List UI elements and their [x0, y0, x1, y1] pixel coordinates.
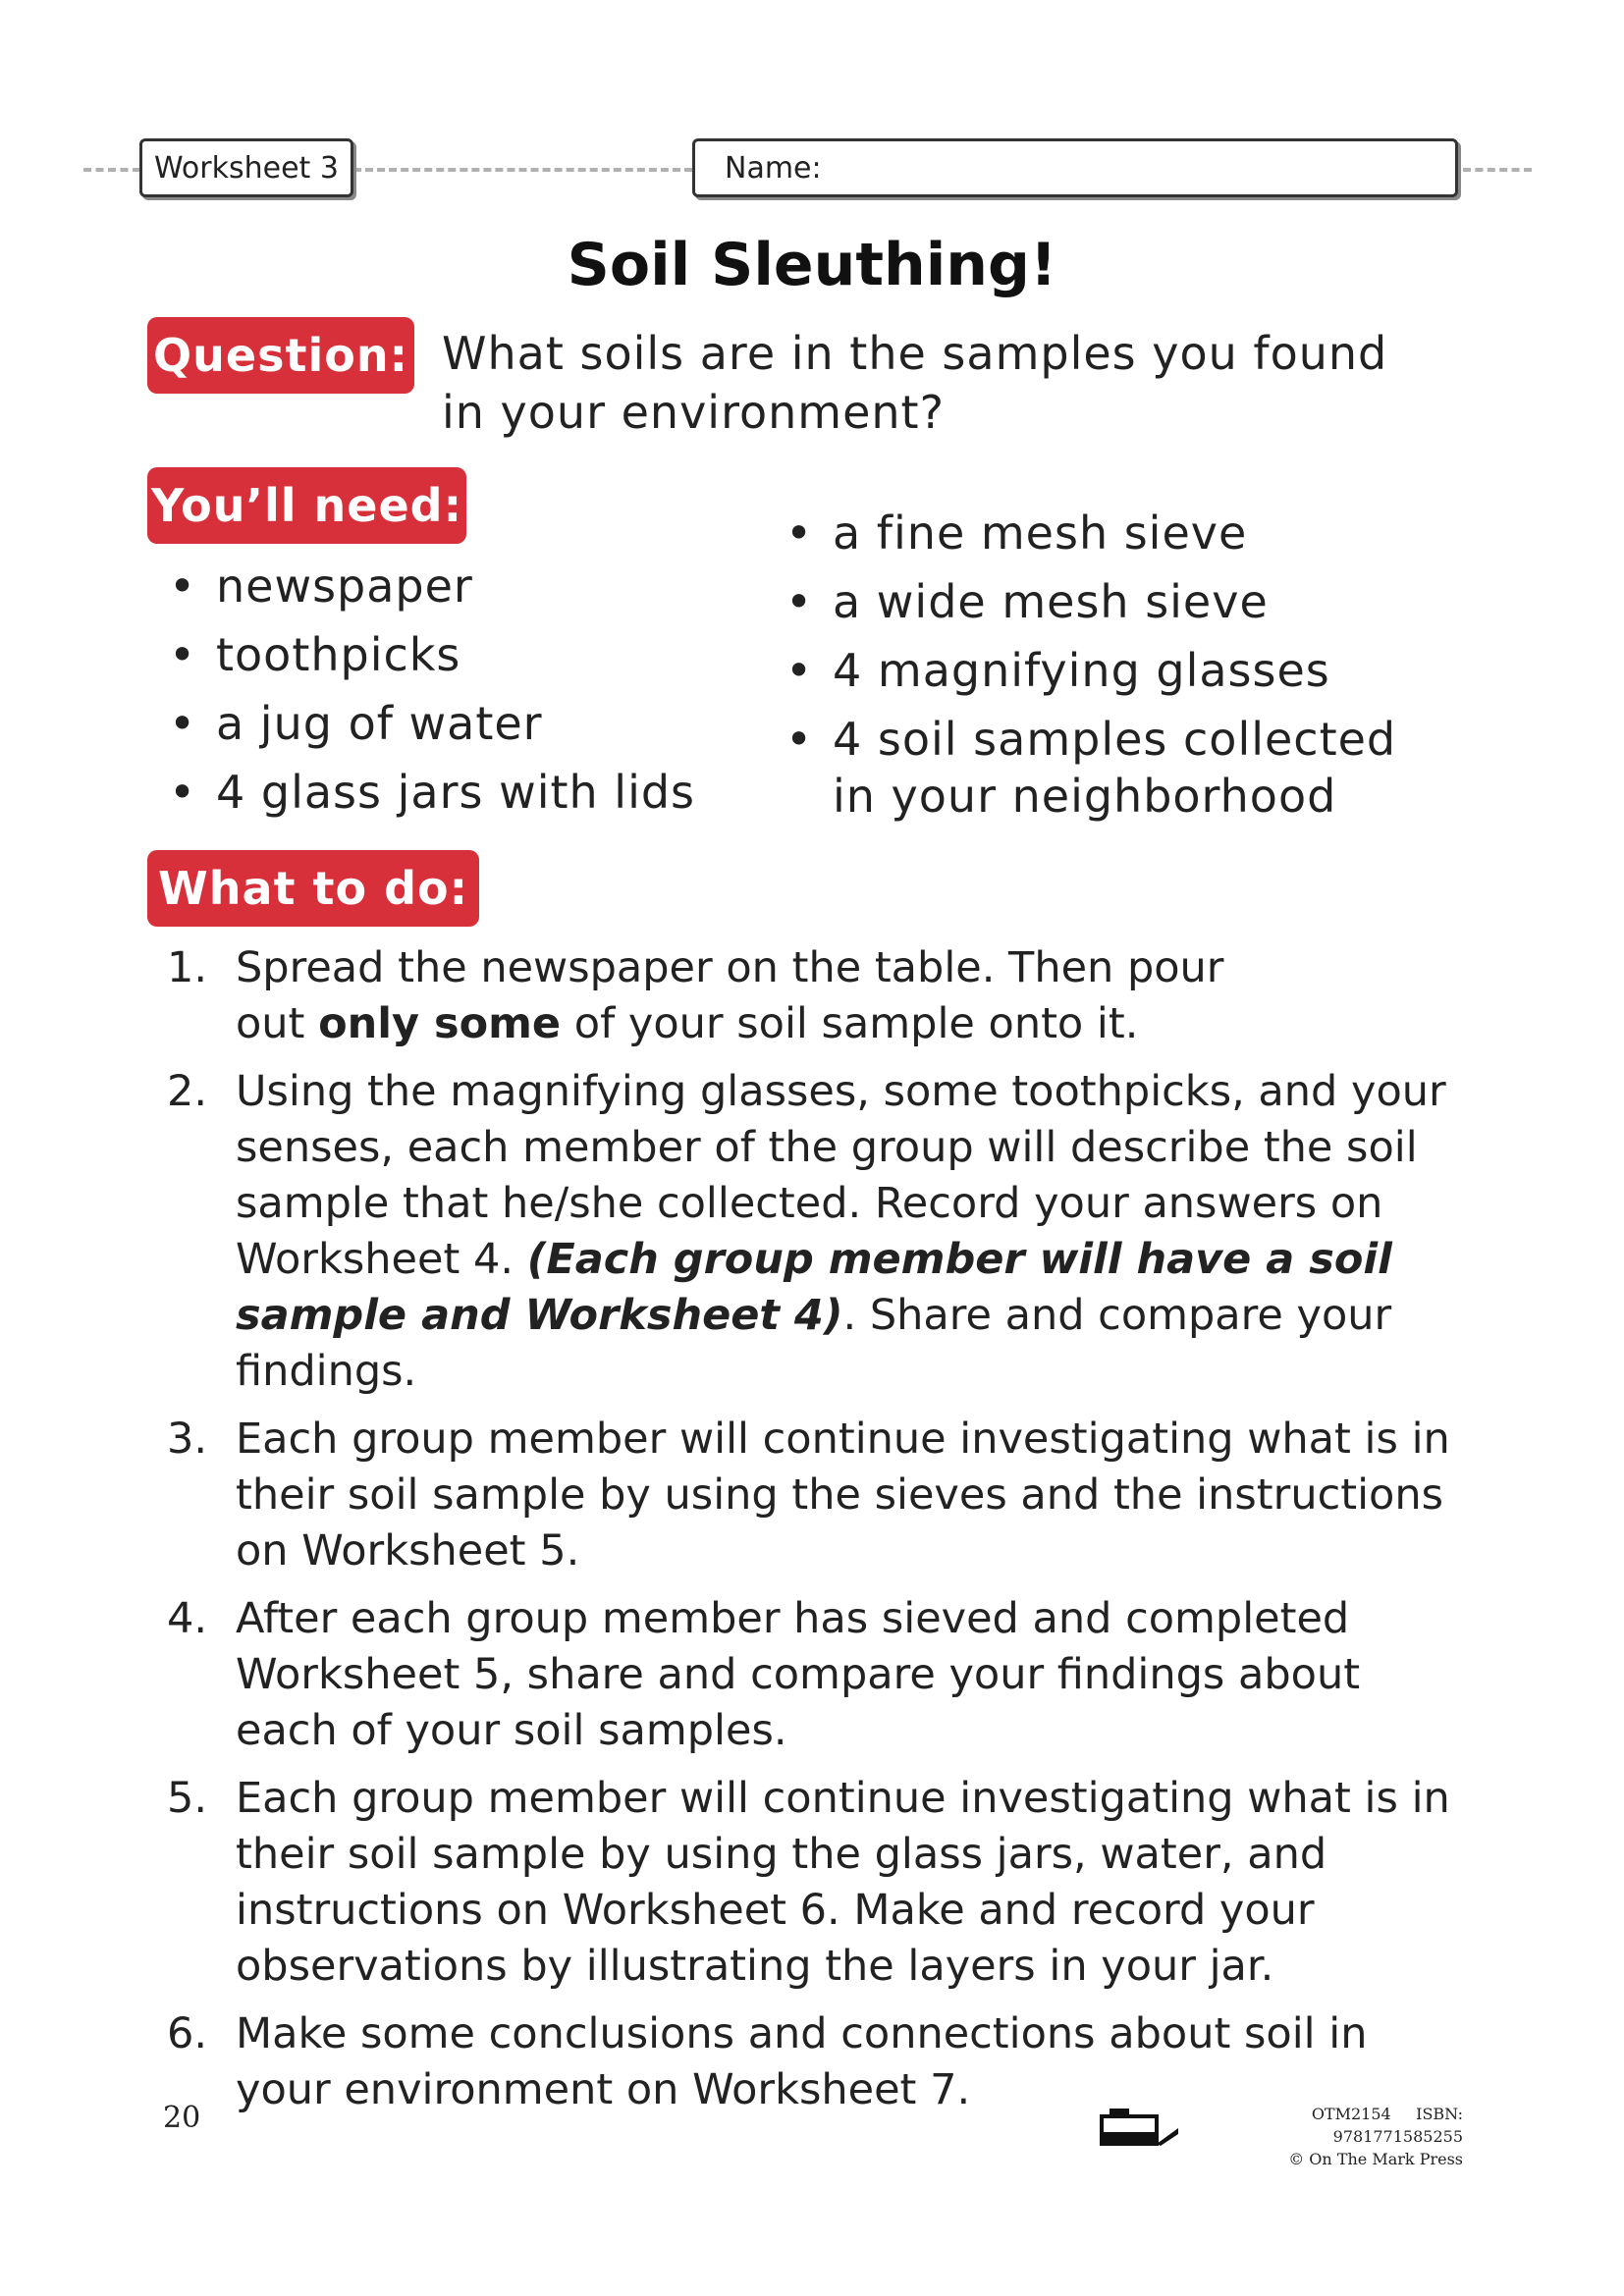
list-item-line1: 4 soil samples collected	[833, 713, 1397, 766]
question-text	[442, 324, 1522, 442]
header-dash-right	[1463, 168, 1532, 172]
step-text: Spread the newspaper on the table. Then pour out	[236, 943, 1224, 1048]
materials-tag	[147, 467, 466, 544]
press-logo-icon	[1100, 2103, 1182, 2150]
step-emphasis: only some	[318, 999, 562, 1048]
step-number: 3.	[167, 1415, 208, 1464]
question-tag-label: Question:	[153, 329, 408, 382]
product-code: OTM2154	[1311, 2105, 1391, 2123]
step-item	[167, 940, 1473, 1052]
isbn: ISBN: 9781771585255	[1332, 2105, 1463, 2146]
list-item	[785, 711, 1492, 825]
list-item-line2: in your neighborhood	[833, 770, 1337, 823]
step-number: 2.	[167, 1067, 208, 1116]
question-text-line2: in your environment?	[442, 386, 945, 439]
list-item: • a fine mesh sieve	[785, 505, 1492, 561]
step-text: Using the magnifying glasses, some toothpicks, and your senses, each member of the group will describe the soil sample that he/she collected. Record your answers on Worksheet 4.	[236, 1067, 1446, 1284]
step-number: 4.	[167, 1594, 208, 1643]
steps-list	[167, 940, 1473, 2130]
name-field[interactable]	[692, 138, 1458, 197]
steps-tag-label: What to do:	[157, 862, 469, 915]
step-item	[167, 1412, 1473, 1579]
worksheet-label: Worksheet 3	[154, 150, 339, 186]
step-item	[167, 1064, 1473, 1400]
list-item: • 4 glass jars with lids	[169, 764, 758, 821]
copyright: © On The Mark Press	[1288, 2150, 1463, 2168]
list-item: • 4 magnifying glasses	[785, 642, 1492, 699]
name-label: Name:	[725, 150, 822, 186]
page-title: Soil Sleuthing!	[567, 231, 1057, 299]
materials-list-left	[169, 558, 758, 832]
step-text: After each group member has sieved and completed Worksheet 5, share and compare your findings about each of your soil samples.	[236, 1594, 1361, 1755]
step-item	[167, 1591, 1473, 1759]
list-item: • toothpicks	[169, 626, 758, 683]
step-text-end: of your soil sample onto it.	[561, 999, 1139, 1048]
step-emphasis: (Each group member will have a soil sample and Worksheet 4)	[236, 1235, 1392, 1340]
step-text-end: . Share and compare your findings.	[236, 1291, 1392, 1396]
step-text: Make some conclusions and connections about soil in your environment on Worksheet 7.	[236, 2009, 1368, 2114]
step-item	[167, 2006, 1473, 2118]
materials-tag-label: You’ll need:	[151, 479, 462, 532]
question-tag	[147, 317, 414, 394]
list-item: • a wide mesh sieve	[785, 573, 1492, 630]
step-number: 6.	[167, 2009, 208, 2058]
step-number: 1.	[167, 943, 208, 992]
materials-list-right	[785, 505, 1492, 836]
step-text: Each group member will continue investigating what is in their soil sample by using the sieves and the instructions on Worksheet 5.	[236, 1415, 1450, 1575]
step-item	[167, 1771, 1473, 1995]
publisher-info	[1188, 2103, 1463, 2170]
step-text: Each group member will continue investigating what is in their soil sample by using the glass jars, water, and instructions on Worksheet 6. Make and record your observations by illustrating the layers in your jar.	[236, 1774, 1450, 1991]
header-dash-middle	[353, 168, 692, 172]
list-item: • newspaper	[169, 558, 758, 614]
list-item: • a jug of water	[169, 695, 758, 752]
header-dash-left	[83, 168, 140, 172]
question-text-line1: What soils are in the samples you found	[442, 327, 1388, 380]
page-number: 20	[163, 2101, 201, 2135]
worksheet-label-box	[139, 138, 353, 197]
steps-tag	[147, 850, 479, 927]
step-number: 5.	[167, 1774, 208, 1823]
